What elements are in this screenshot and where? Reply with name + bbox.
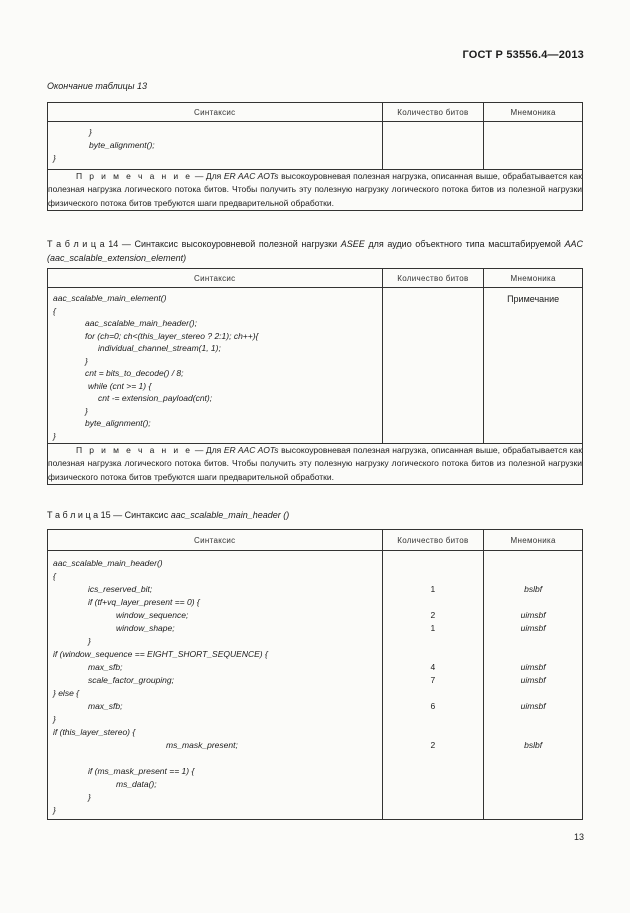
syntax-cell	[48, 551, 383, 820]
code-line: while (cnt >= 1) {	[88, 381, 152, 391]
code-line: max_sfb;	[88, 701, 123, 711]
code-line: ms_mask_present;	[166, 740, 238, 750]
bits-value: 4	[430, 662, 436, 672]
code-line: if (window_sequence == EIGHT_SHORT_SEQUENCE) {	[53, 649, 268, 659]
table15-caption	[47, 510, 289, 520]
code-line: cnt = bits_to_decode() / 8;	[85, 368, 184, 378]
code-line: aac_scalable_main_header()	[53, 558, 163, 568]
page-number: 13	[573, 832, 584, 842]
mnemonic-value: bslbf	[524, 740, 543, 750]
mnemonic-value: bslbf	[524, 584, 543, 594]
col-bits: Количество битов	[382, 530, 484, 551]
code-line: window_shape;	[116, 623, 175, 633]
code-line: }	[88, 636, 91, 646]
bits-value: 2	[430, 610, 436, 620]
col-syntax: Синтаксис	[48, 530, 383, 551]
code-line: aac_scalable_main_element()	[53, 293, 167, 303]
code-line: }	[88, 792, 91, 802]
code-line: if (this_layer_stereo) {	[53, 727, 136, 737]
mnemonic-cell	[484, 551, 583, 820]
code-line: }	[53, 805, 56, 815]
code-line: }	[85, 406, 88, 416]
code-line: ms_data();	[116, 779, 157, 789]
note-term: ER AAC AOTs	[223, 171, 279, 181]
col-syntax: Синтаксис	[48, 269, 383, 288]
table14-caption	[47, 237, 583, 265]
code-line: scale_factor_grouping;	[88, 675, 175, 685]
col-mnemonic: Мнемоника	[484, 269, 583, 288]
code-line: byte_alignment();	[89, 140, 155, 150]
syntax-cell	[48, 288, 383, 444]
mnemonic-cell	[484, 288, 583, 444]
bits-cell	[382, 122, 484, 170]
caption-prefix: Т а б л и ц а 14 — Синтаксис высокоуровневой полезной нагрузки	[47, 239, 341, 249]
code-line: max_sfb;	[88, 662, 123, 672]
mnemonic-value: uimsbf	[520, 623, 546, 633]
table14-note	[48, 444, 583, 485]
table13-caption: Окончание таблицы 13	[47, 81, 147, 91]
mnemonic-value: uimsbf	[520, 610, 546, 620]
table13-note	[48, 170, 583, 211]
code-line: aac_scalable_main_header();	[85, 318, 197, 328]
bits-cell	[382, 551, 484, 820]
table15	[47, 529, 583, 820]
code-line: if (ms_mask_present == 1) {	[88, 766, 195, 776]
caption-prefix: Т а б л и ц а 15 — Синтаксис	[47, 510, 171, 520]
col-mnemonic: Мнемоника	[484, 103, 583, 122]
code-line: }	[53, 714, 56, 724]
code-line: for (ch=0; ch<(this_layer_stereo ? 2:1); ch++){	[85, 331, 259, 341]
caption-aac: AAC (aac_scalable_extension_element)	[47, 239, 583, 263]
note-label: П р и м е ч а н и е	[76, 445, 193, 455]
bits-value: 2	[430, 740, 436, 750]
code-line: }	[85, 356, 88, 366]
col-syntax: Синтаксис	[48, 103, 383, 122]
syntax-cell	[48, 122, 383, 170]
code-line: {	[53, 571, 56, 581]
mnemonic-cell	[484, 122, 583, 170]
code-line: individual_channel_stream(1, 1);	[98, 343, 221, 353]
code-line: }	[89, 127, 92, 137]
caption-func: aac_scalable_main_header ()	[170, 510, 290, 520]
caption-asee: ASEE	[340, 239, 365, 249]
code-line: }	[53, 153, 56, 163]
code-line: byte_alignment();	[85, 418, 151, 428]
table13	[47, 102, 583, 211]
mnemonic-value: uimsbf	[520, 662, 546, 672]
note-text: высокоуровневая полезная нагрузка, описанная выше, обрабатывается как полезная нагрузка логического потока битов. Чтобы получить эту полезную нагрузку логического потока битов из полезной нагрузки физического потока битов требуются шаги предварительной обработки.	[48, 171, 583, 208]
bits-value: 6	[430, 701, 436, 711]
mnemonic-note: Примечание	[507, 294, 560, 304]
code-line: ics_reserved_bit;	[88, 584, 153, 594]
bits-value: 1	[430, 584, 436, 594]
code-line: }	[53, 431, 56, 441]
mnemonic-value: uimsbf	[520, 701, 546, 711]
caption-mid: для аудио объектного типа масштабируемой	[364, 239, 565, 249]
bits-cell	[382, 288, 484, 444]
mnemonic-value: uimsbf	[520, 675, 546, 685]
note-label: П р и м е ч а н и е	[76, 171, 193, 181]
note-text: высокоуровневая полезная нагрузка, описанная выше, обрабатывается как полезная нагрузка логического потока битов. Чтобы получить эту полезную нагрузку логического потока битов из полезной нагрузки физического потока битов требуются шаги предварительной обработки.	[48, 445, 583, 482]
code-line: window_sequence;	[116, 610, 189, 620]
table14	[47, 268, 583, 485]
note-dash: — Для	[192, 445, 224, 455]
col-mnemonic: Мнемоника	[484, 530, 583, 551]
col-bits: Количество битов	[382, 269, 484, 288]
code-line: cnt -= extension_payload(cnt);	[98, 393, 213, 403]
code-line: if (tf+vq_layer_present == 0) {	[88, 597, 200, 607]
col-bits: Количество битов	[382, 103, 484, 122]
document-header: ГОСТ Р 53556.4—2013	[462, 49, 584, 61]
note-dash: — Для	[192, 171, 224, 181]
note-term: ER AAC AOTs	[223, 445, 279, 455]
bits-value: 1	[430, 623, 436, 633]
bits-value: 7	[430, 675, 436, 685]
code-line: {	[53, 306, 56, 316]
code-line: } else {	[53, 688, 79, 698]
